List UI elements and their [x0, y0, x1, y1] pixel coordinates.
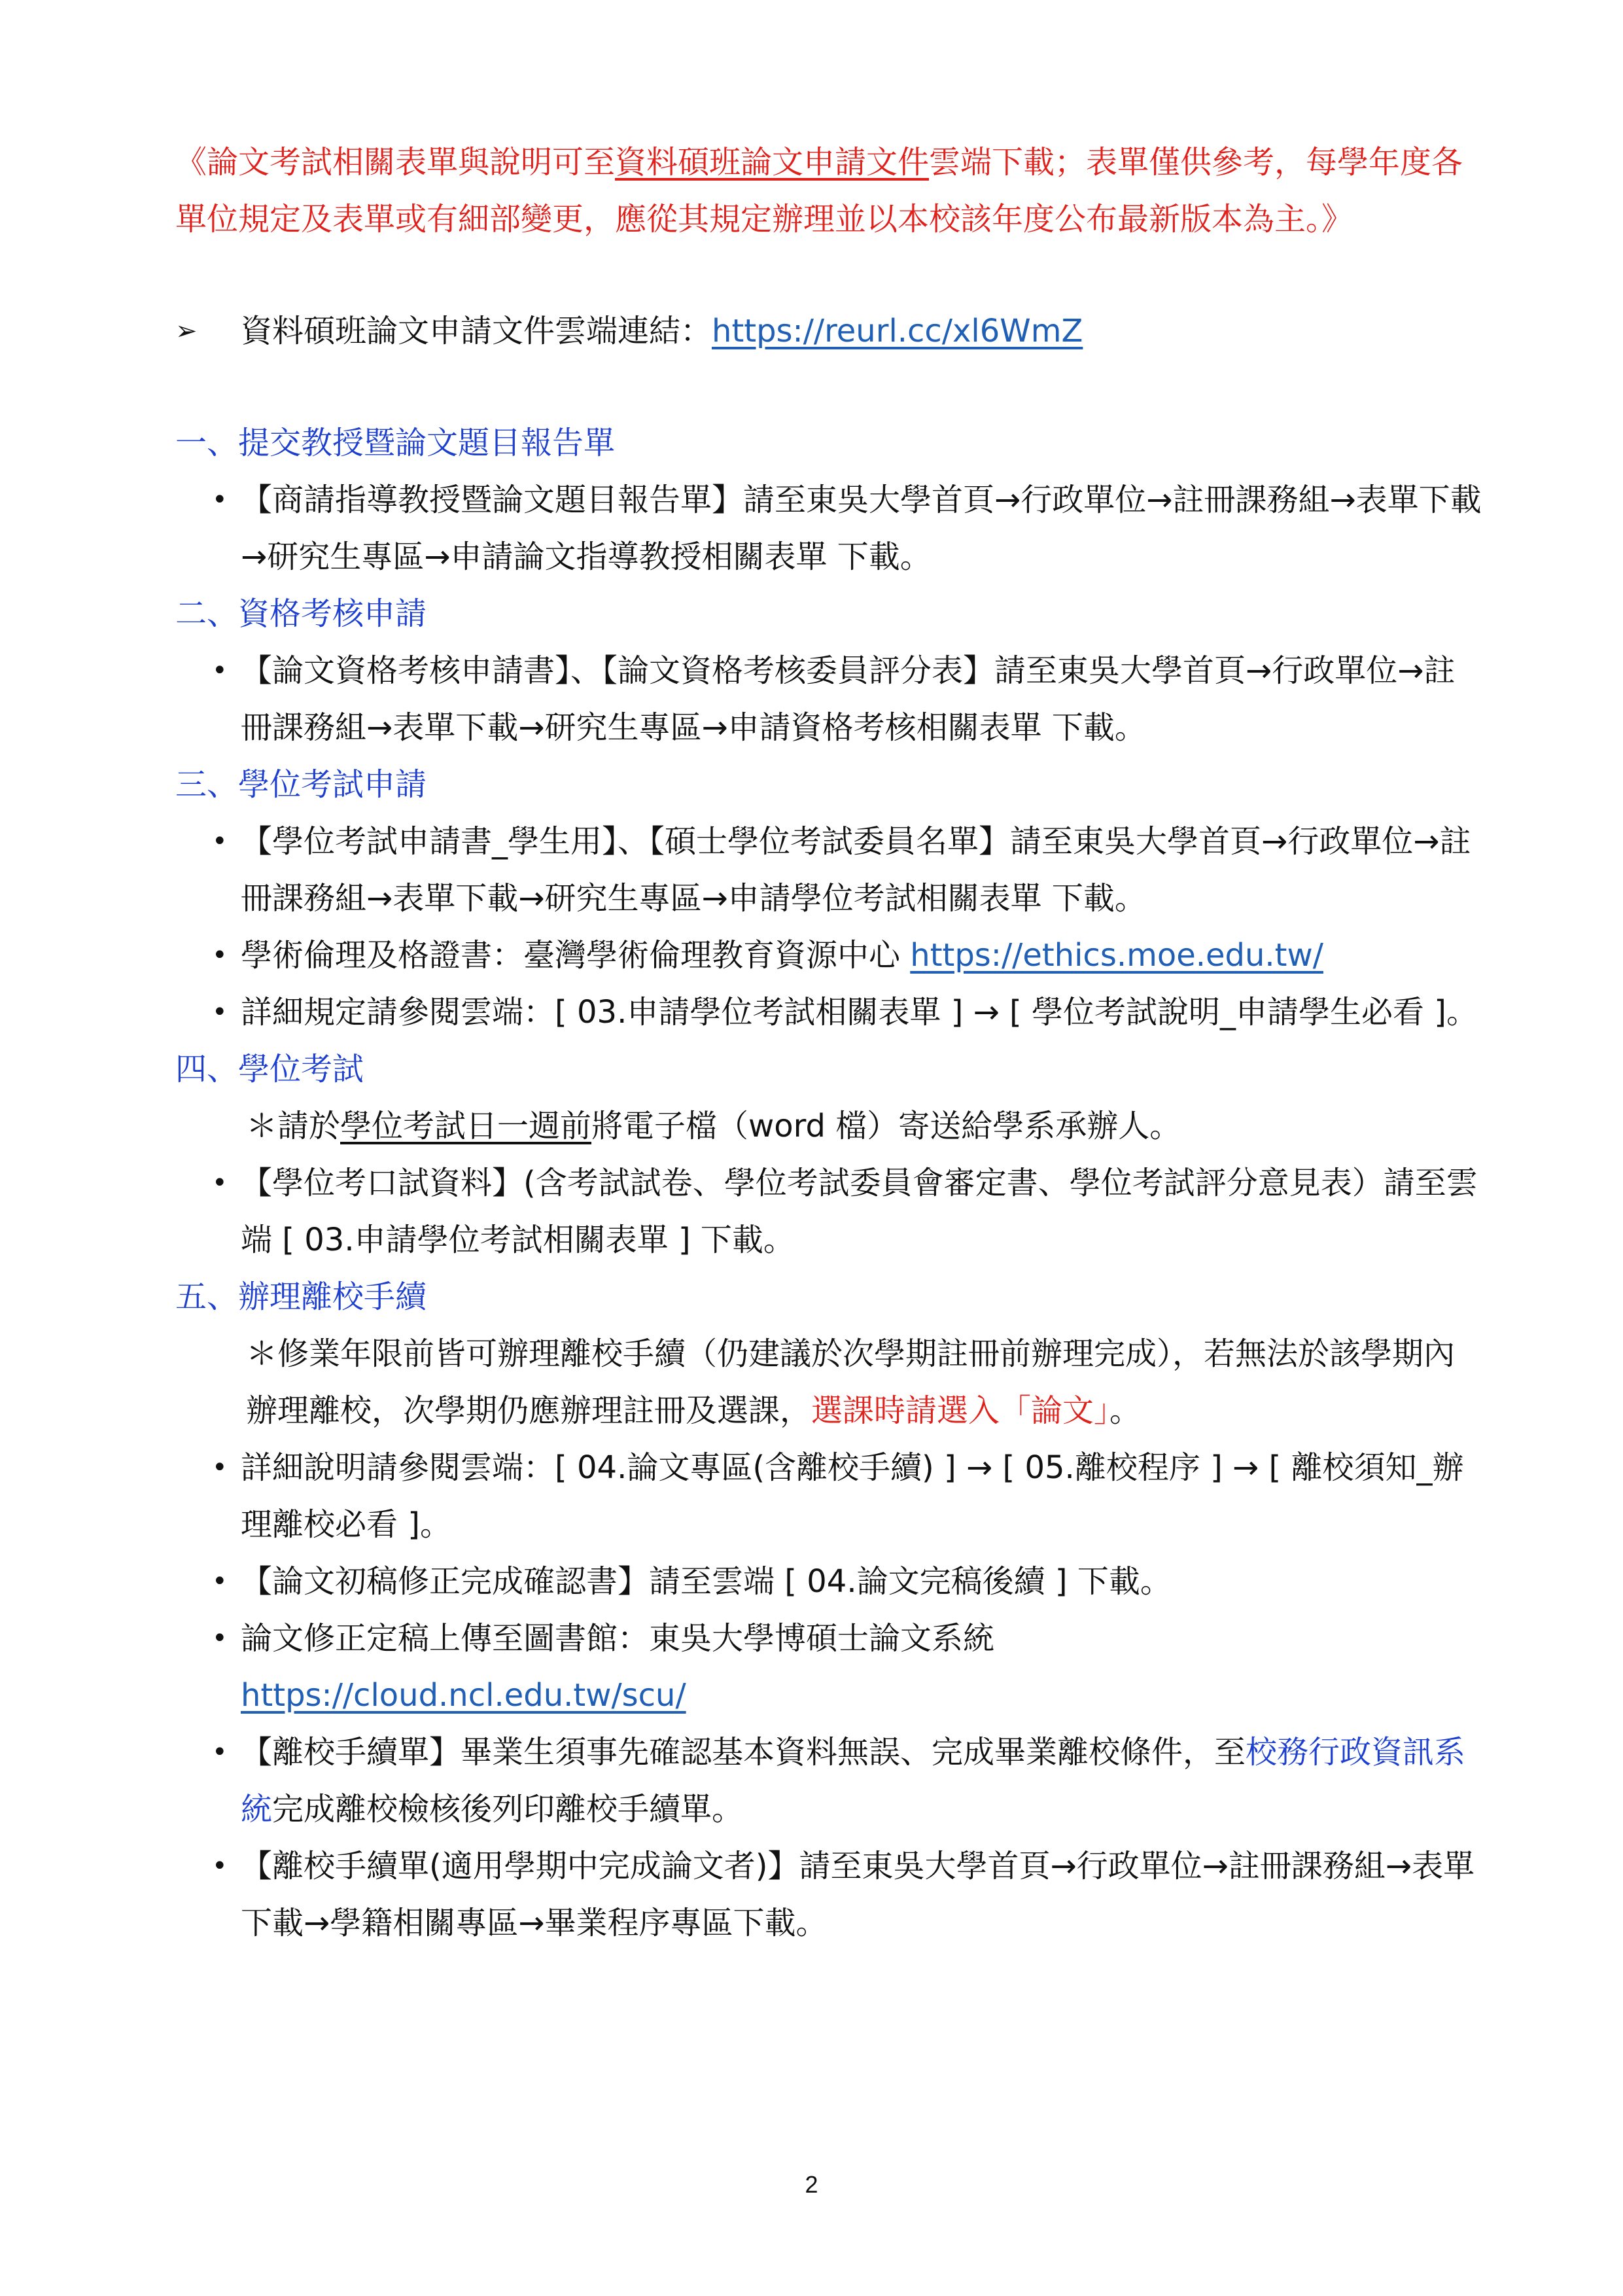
- bullet-icon: •: [212, 1168, 228, 1198]
- section-2-heading: 二、資格考核申請: [175, 595, 427, 632]
- page-number: 2: [805, 2171, 818, 2198]
- note-underlined: 學位考試日一週前: [340, 1108, 592, 1144]
- section-4-note: [175, 1098, 1484, 1155]
- intro-open: 《論文考試相關表單與說明可至: [175, 144, 616, 181]
- bullet-icon: •: [212, 940, 228, 970]
- section-5-item-5: [175, 1838, 1484, 1952]
- note-text: ＊請於: [246, 1108, 341, 1144]
- bullet-icon: •: [212, 826, 228, 857]
- section-3-item-2: [175, 927, 1484, 984]
- intro-underlined: 資料碩班論文申請文件: [615, 144, 930, 181]
- section-1-item-1: [175, 472, 1484, 586]
- cloud-link-url[interactable]: https://reurl.cc/xl6WmZ: [712, 313, 1083, 349]
- intro-close: 》: [1321, 201, 1353, 238]
- item-text: 【學位考口試資料】(含考試試卷、學位考試委員會審定書、學位考試評分意見表）請至雲端 [ 03.申請學位考試相關表單 ] 下載。: [241, 1165, 1478, 1258]
- bullet-icon: •: [212, 1623, 228, 1653]
- section-3-item-1: [175, 813, 1484, 927]
- item-text: 【離校手續單】畢業生須事先確認基本資料無誤、完成畢業離校條件，至: [241, 1734, 1246, 1771]
- bullet-icon: •: [212, 997, 228, 1027]
- item-text: 論文修正定稿上傳至圖書館：東吳大學博碩士論文系統: [241, 1620, 995, 1657]
- cloud-link-line: [175, 303, 1484, 360]
- ethics-link[interactable]: https://ethics.moe.edu.tw/: [910, 937, 1323, 974]
- bullet-icon: •: [212, 1453, 228, 1483]
- page-content: [175, 134, 1484, 1952]
- bullet-icon: •: [212, 1737, 228, 1767]
- section-4-item-1: [175, 1155, 1484, 1269]
- bullet-icon: •: [212, 656, 228, 686]
- item-text: 【論文資格考核申請書】、【論文資格考核委員評分表】請至東吳大學首頁→行政單位→註冊課務組→表單下載→研究生專區→申請資格考核相關表單 下載。: [241, 652, 1456, 746]
- item-text: 【商請指導教授暨論文題目報告單】請至東吳大學首頁→行政單位→註冊課務組→表單下載→研究生專區→申請論文指導教授相關表單 下載。: [241, 482, 1482, 575]
- ncl-link[interactable]: https://cloud.ncl.edu.tw/scu/: [241, 1677, 686, 1714]
- item-text: 學術倫理及格證書：臺灣學術倫理教育資源中心: [241, 937, 911, 974]
- bullet-icon: •: [212, 1851, 228, 1881]
- section-5-item-2: [175, 1553, 1484, 1610]
- intro-red-note: ；表單僅供參考，每學年度各單位規定及表單或有細部變更，應從其規定辦理並以本校該年度公布最新版本為主。: [175, 144, 1463, 238]
- section-1-heading: 一、提交教授暨論文題目報告單: [175, 425, 616, 461]
- note-red: 選課時請選入「論文」: [811, 1392, 1110, 1429]
- section-4-heading: 四、學位考試: [175, 1051, 364, 1087]
- note-text-after: 。: [1109, 1392, 1142, 1429]
- section-3-heading: 三、學位考試申請: [175, 766, 427, 803]
- bullet-icon: •: [212, 485, 228, 515]
- arrow-bullet-icon: ➢: [175, 316, 198, 346]
- item-text: 詳細規定請參閱雲端：[ 03.申請學位考試相關表單 ] → [ 學位考試說明_申請學生必看 ]。: [241, 994, 1478, 1031]
- note-text: ＊修業年限前皆可辦理離校手續（仍建議於次學期註冊前辦理完成），若無法於該學期內辦理離校，次學期仍應辦理註冊及選課，: [246, 1335, 1456, 1429]
- section-5-heading: 五、辦理離校手續: [175, 1279, 427, 1315]
- section-3-item-3: [175, 984, 1484, 1041]
- section-5-item-3: [175, 1610, 1484, 1724]
- intro-after: 雲端下載: [929, 144, 1055, 181]
- item-text: 【論文初稿修正完成確認書】請至雲端 [ 04.論文完稿後續 ] 下載。: [241, 1563, 1172, 1600]
- cloud-link-label: 資料碩班論文申請文件雲端連結：: [241, 313, 712, 349]
- section-5-item-1: [175, 1439, 1484, 1553]
- item-text: 【學位考試申請書_學生用】、【碩士學位考試委員名單】請至東吳大學首頁→行政單位→註冊課務組→表單下載→研究生專區→申請學位考試相關表單 下載。: [241, 823, 1471, 917]
- note-text-after: 將電子檔（word 檔）寄送給學系承辦人。: [591, 1108, 1181, 1144]
- admin-system-link[interactable]: 校務行政資訊系統: [241, 1734, 1466, 1828]
- item-text: 【離校手續單(適用學期中完成論文者)】請至東吳大學首頁→行政單位→註冊課務組→表單下載→學籍相關專區→畢業程序專區下載。: [241, 1848, 1475, 1941]
- bullet-icon: •: [212, 1566, 228, 1597]
- section-5-note: [175, 1326, 1484, 1439]
- section-5-item-4: [175, 1724, 1484, 1838]
- section-2-item-1: [175, 643, 1484, 756]
- item-text: 詳細說明請參閱雲端：[ 04.論文專區(含離校手續) ] → [ 05.離校程序 ] → [ 離校須知_辦理離校必看 ]。: [241, 1449, 1464, 1543]
- item-text-after: 完成離校檢核後列印離校手續單。: [272, 1791, 744, 1828]
- intro-paragraph: [175, 134, 1484, 248]
